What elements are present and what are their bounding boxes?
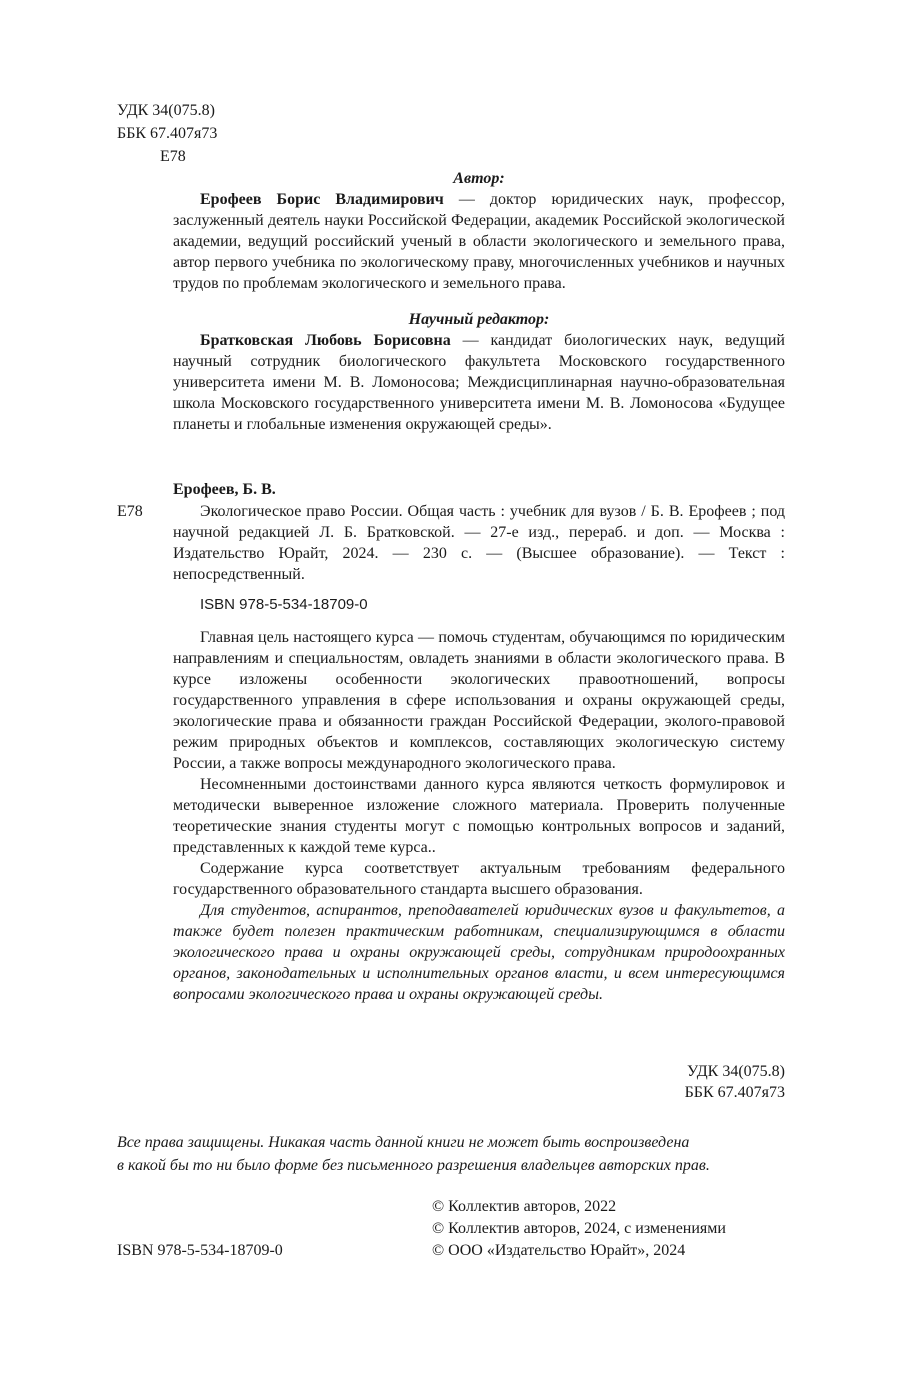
editor-bio: — кандидат биологических наук, ведущий научный сотрудник биологического факультета Московского государственного университета имени М. В. Ломоносова; Междисциплинарная научно-образовательная школа Московского государственного университета имени М. В. Ломоносова «Будущее планеты и глобальные изменения окружающей среды». <box>173 332 785 433</box>
editor-name: Братковская Любовь Борисовна <box>200 332 451 349</box>
annotation <box>173 627 785 1005</box>
bib-author-sign: Е78 <box>117 503 143 520</box>
editor-section <box>173 309 785 435</box>
author-sign: Е78 <box>160 148 186 165</box>
classification-block <box>117 100 217 169</box>
udk-code: УДК 34(075.8) <box>117 102 215 119</box>
copyright-line: © Коллектив авторов, 2022 <box>432 1198 617 1215</box>
bbk-code: ББК 67.407я73 <box>117 125 218 142</box>
annotation-paragraph: Главная цель настоящего курса — помочь студентам, обучающимся по юридическим направлениям и специальностям, овладеть знаниями в области экологического права. В курсе изложены особенности экологических правоотношений, вопросы государственного управления в сфере использования и охраны окружающей среды, экологические права и обязанности граждан Российской Федерации, эколого-правовой режим природных объектов и комплексов, составляющих экологическую систему России, а также вопросы международного экологического права. <box>173 629 785 772</box>
annotation-audience: Для студентов, аспирантов, преподавателей юридических вузов и факультетов, а также будет полезен практическим работникам, специализирующимся в области экологического права и охраны окружающей среды, сотрудникам природоохранных органов, законодательных и исполнительных органов власти, и всем интересующимся вопросами экологического права и охраны окружающей среды. <box>173 902 785 1003</box>
classification-right <box>173 1061 785 1103</box>
bib-header: Ерофеев, Б. В. <box>173 481 276 498</box>
copyright-line: © ООО «Издательство Юрайт», 2024 <box>432 1242 686 1259</box>
editor-description <box>173 330 785 435</box>
bbk-code-right: ББК 67.407я73 <box>684 1084 785 1101</box>
author-name: Ерофеев Борис Владимирович <box>200 191 444 208</box>
bib-isbn: ISBN 978-5-534-18709-0 <box>200 596 368 613</box>
author-section <box>173 168 785 294</box>
copyright-line: © Коллектив авторов, 2024, с изменениями <box>432 1220 726 1237</box>
author-bio: — доктор юридических наук, профессор, заслуженный деятель науки Российской Федерации, академик Российской экологической академии, ведущий российский ученый в области экологического и земельного права, автор первого учебника по экологическому праву, многочисленных учебников и научных трудов по проблемам экологического и земельного права. <box>173 191 785 292</box>
editor-heading: Научный редактор: <box>408 311 550 328</box>
author-description <box>173 189 785 294</box>
bib-description: Экологическое право России. Общая часть : учебник для вузов / Б. В. Ерофеев ; под научной редакцией Л. Б. Братковской. — 27-е изд., перераб. и доп. — Москва : Издательство Юрайт, 2024. — 230 с. — (Высшее образование). — Текст : непосредственный. <box>173 503 785 583</box>
annotation-paragraph: Содержание курса соответствует актуальным требованиям федерального государственного образовательного стандарта высшего образования. <box>173 860 785 898</box>
author-heading: Автор: <box>453 170 505 187</box>
udk-code-right: УДК 34(075.8) <box>687 1063 785 1080</box>
rights-line: Все права защищены. Никакая часть данной книги не может быть воспроизведена <box>117 1134 690 1151</box>
footer-isbn: ISBN 978-5-534-18709-0 <box>117 1242 283 1259</box>
copyright-list <box>432 1196 726 1262</box>
rights-line: в какой бы то ни было форме без письменного разрешения владельцев авторских прав. <box>117 1157 710 1174</box>
rights-notice <box>117 1131 787 1177</box>
annotation-paragraph: Несомненными достоинствами данного курса являются четкость формулировок и методически выверенное изложение сложного материала. Проверить полученные теоретические знания студенты могут с помощью контрольных вопросов и заданий, представленных к каждой теме курса.. <box>173 776 785 856</box>
